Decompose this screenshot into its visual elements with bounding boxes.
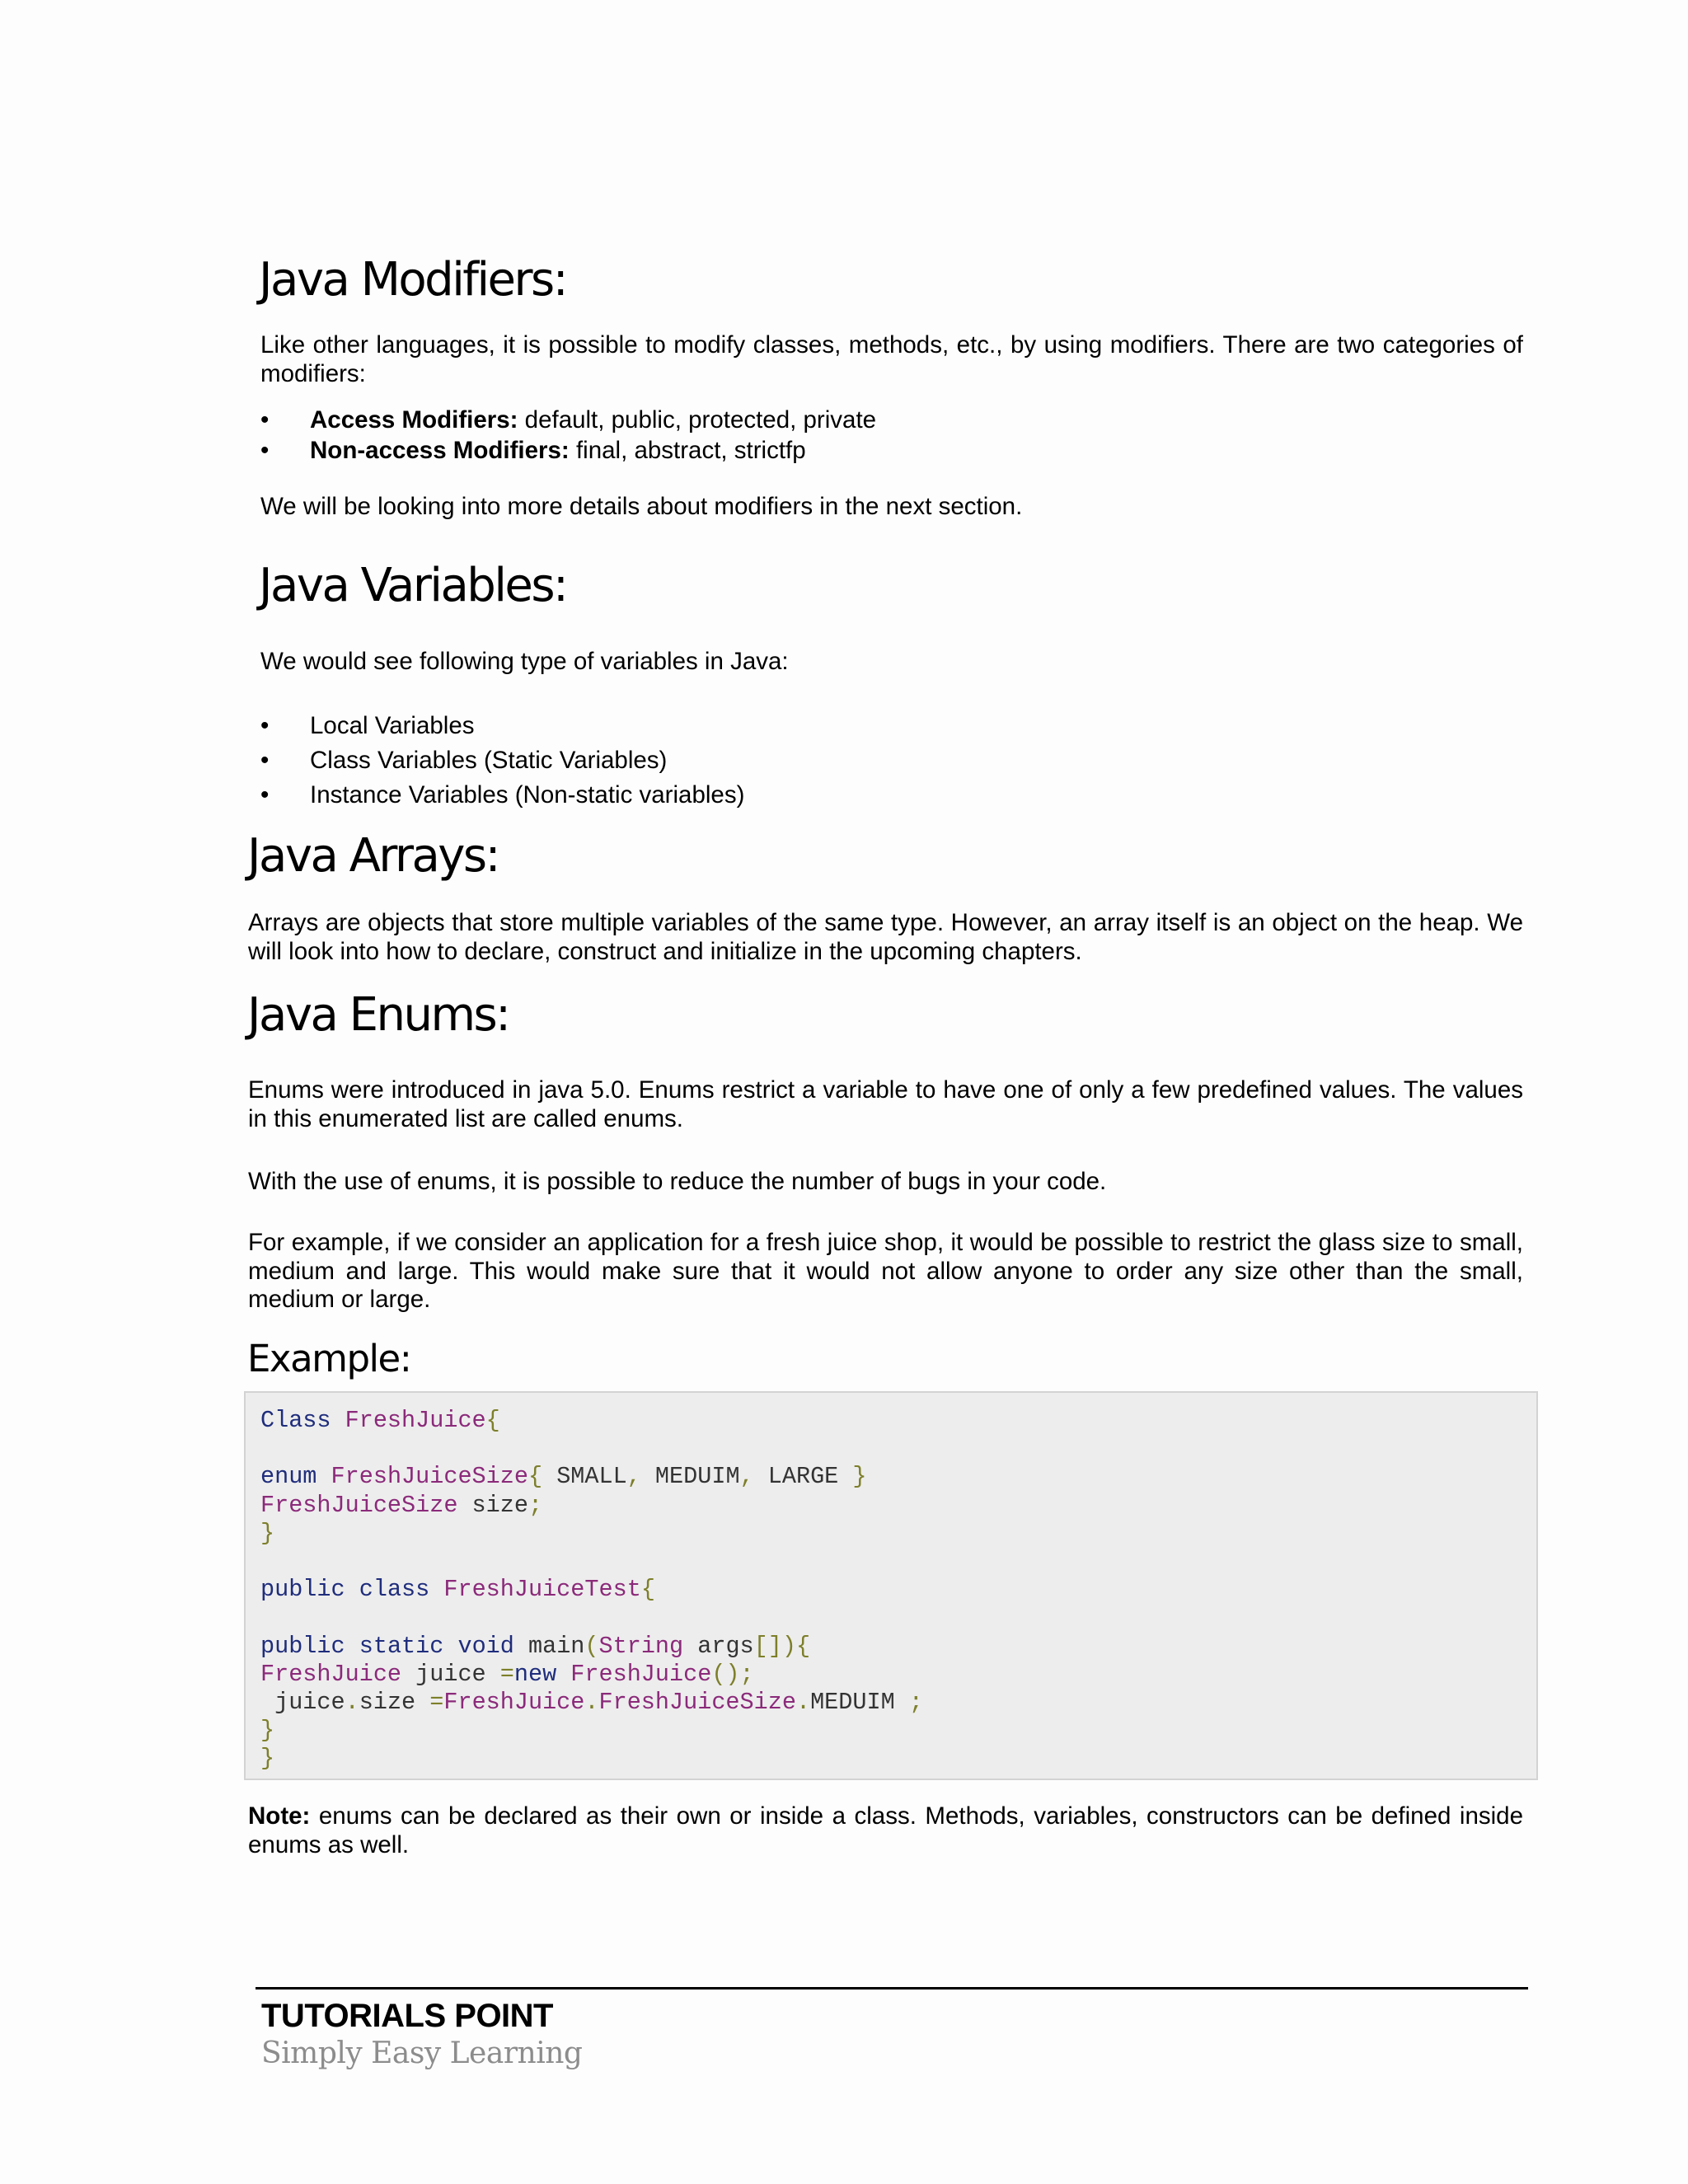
code-token: size [457,1491,528,1519]
code-token: juice [260,1688,345,1716]
enums-paragraph-2: With the use of enums, it is possible to reduce the number of bugs in your code. [248,1168,1107,1195]
code-token: FreshJuice [345,1407,486,1434]
code-token: args [683,1632,754,1660]
code-token: MEDUIM [640,1463,740,1491]
code-token: FreshJuiceSize [260,1491,458,1519]
heading-java-arrays: Java Arrays: [247,829,499,883]
code-token: new [513,1660,557,1688]
code-token: FreshJuiceTest [443,1576,641,1604]
code-token: FreshJuiceSize [331,1463,528,1491]
code-token: String [598,1632,684,1660]
code-token: } [260,1717,275,1745]
modifiers-intro: Like other languages, it is possible to modify classes, methods, etc., by using modifiers. There are two categories of modifiers: [260,331,1523,387]
note-text: enums can be declared as their own or inside a class. Methods, variables, constructors can be defined inside enums as well. [248,1802,1523,1858]
code-line [260,1463,923,1491]
list-item: • Instance Variables (Non-static variables) [260,778,744,813]
code-line [260,1548,923,1576]
heading-java-enums: Java Enums: [247,988,509,1042]
code-token: public [260,1576,345,1604]
code-token: size [359,1688,430,1716]
code-line [260,1407,923,1435]
code-line [260,1604,923,1632]
code-line [260,1576,923,1604]
code-token: juice [401,1660,500,1688]
footer-brand: TUTORIALS POINT [261,1998,553,2034]
code-token [556,1661,570,1688]
code-token [345,1576,359,1603]
code-token: . [345,1688,359,1716]
footer-tagline: Simply Easy Learning [261,2036,583,2070]
code-token: , [739,1463,754,1491]
variables-intro: We would see following type of variables in Java: [260,648,789,675]
list-item-text: default, public, protected, private [518,406,877,434]
code-token: = [429,1688,444,1716]
enums-paragraph-1: Enums were introduced in java 5.0. Enums restrict a variable to have one of only a few predefined values. The values in this enumerated list are called enums. [248,1076,1523,1132]
list-item-term: Non-access Modifiers: [310,437,570,464]
code-line [260,1633,923,1661]
code-line [260,1435,923,1463]
code-token: main [513,1632,585,1660]
code-token: } [260,1519,275,1547]
code-token: . [795,1688,811,1716]
code-token: FreshJuice [443,1688,585,1716]
modifiers-outro: We will be looking into more details about modifiers in the next section. [260,493,1023,520]
arrays-body: Arrays are objects that store multiple variables of the same type. However, an array itself is an object on the heap. We will look into how to declare, construct and initialize in the upcoming chapters. [248,909,1523,965]
code-line [260,1717,923,1745]
code-token: void [457,1632,514,1660]
code-token: class [359,1576,430,1604]
footer-rule [256,1987,1528,1990]
variables-list [260,709,744,813]
code-line [260,1520,923,1548]
code-token: FreshJuice [570,1660,712,1688]
code-lines [260,1407,923,1773]
code-token: , [626,1463,641,1491]
heading-java-modifiers: Java Modifiers: [259,253,567,307]
code-line [260,1745,923,1773]
list-item [260,405,876,435]
code-token: public [260,1632,345,1660]
code-token: SMALL [542,1463,627,1491]
code-token [443,1633,457,1660]
code-token: LARGE [753,1463,853,1491]
heading-example: Example: [247,1337,411,1380]
code-token: []){ [753,1632,811,1660]
code-token: } [852,1463,867,1491]
code-token [429,1576,443,1603]
code-token: ; [908,1688,923,1716]
code-token: MEDUIM [810,1688,909,1716]
list-item: • Local Variables [260,709,744,743]
code-token: ( [584,1632,599,1660]
code-block [244,1391,1538,1780]
modifiers-list [260,405,876,466]
enums-paragraph-3: For example, if we consider an application for a fresh juice shop, it would be possible to restrict the glass size to small, medium and large. This would make sure that it would not allow anyone to order any size other than the small, medium or large. [248,1229,1523,1313]
code-token: FreshJuiceSize [598,1688,796,1716]
code-token [345,1633,359,1660]
note-paragraph [248,1802,1523,1859]
code-line [260,1661,923,1689]
code-token: Class [260,1407,331,1434]
code-line [260,1689,923,1717]
heading-java-variables: Java Variables: [259,559,567,612]
code-token: FreshJuice [260,1660,402,1688]
note-label: Note: [248,1802,311,1830]
code-token: static [359,1632,444,1660]
list-item: • Class Variables (Static Variables) [260,743,744,778]
code-token: (); [711,1660,754,1688]
code-token [316,1463,331,1490]
code-token: { [485,1407,500,1434]
code-token: } [260,1745,275,1773]
code-line [260,1492,923,1520]
code-token [331,1407,345,1434]
code-token: enum [260,1463,317,1491]
code-token: { [528,1463,543,1491]
list-item [260,435,876,466]
code-token: { [640,1576,655,1604]
code-token: ; [528,1491,543,1519]
list-item-text: final, abstract, strictfp [569,437,806,464]
code-token: . [584,1688,599,1716]
code-token: = [499,1660,514,1688]
list-item-term: Access Modifiers: [310,406,518,434]
